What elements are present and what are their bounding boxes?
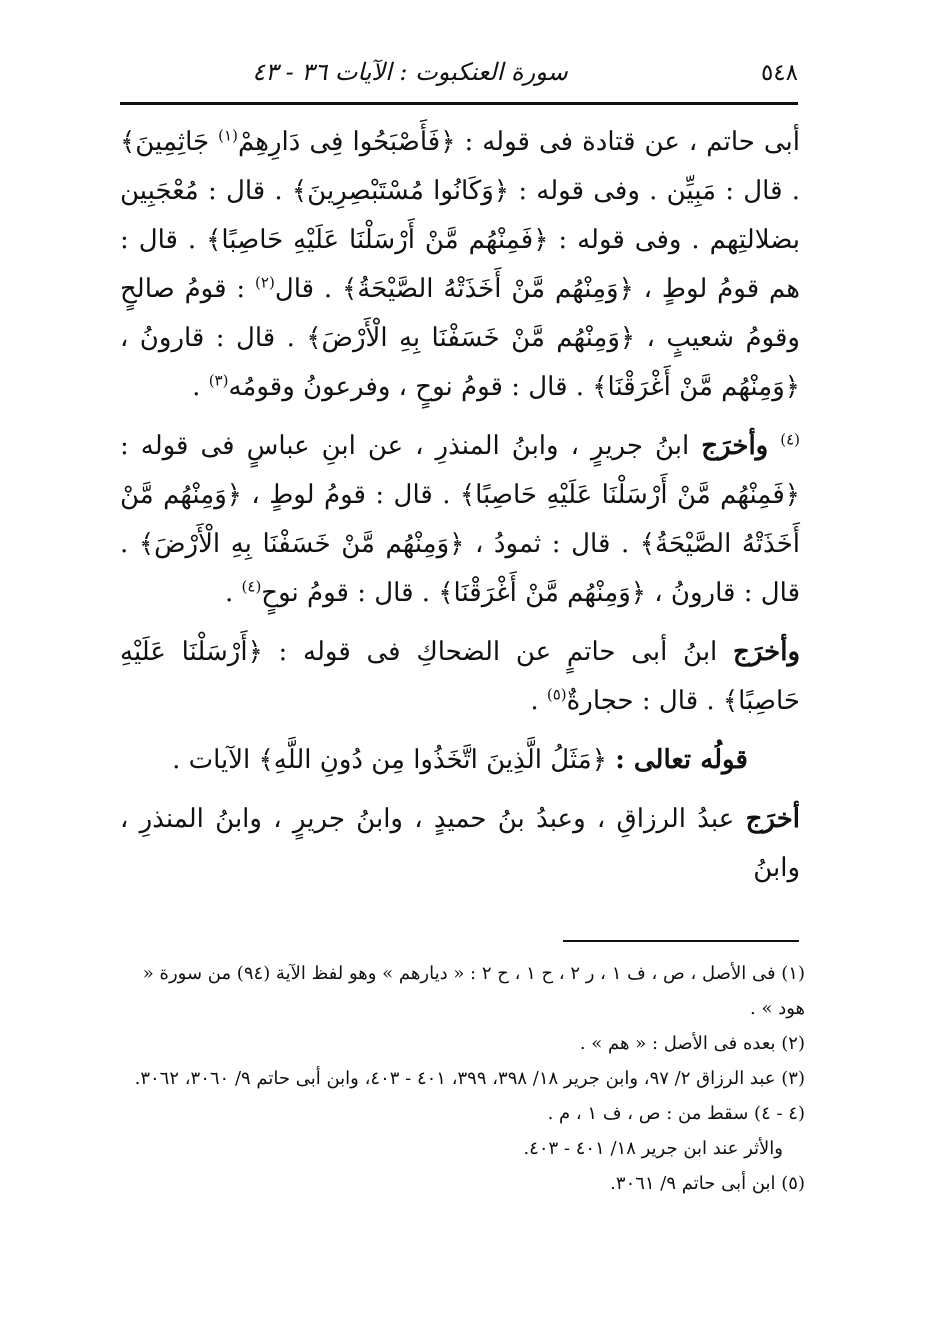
footnote-4: (٤ - ٤) سقط من : ص ، ف ١ ، م . bbox=[547, 1103, 805, 1124]
footnote-1: (١) فى الأصل ، ص ، ف ١ ، ر ٢ ، ح ١ ، ح ٢ : « ديارهم » وهو لفظ الآية (٩٤) من سورة « هود » . bbox=[142, 963, 805, 1019]
page-header bbox=[120, 52, 798, 98]
paragraph-qatada bbox=[120, 118, 800, 412]
paragraph-text: . bbox=[224, 578, 234, 608]
header-rule bbox=[120, 102, 798, 105]
paragraph-text: . bbox=[192, 372, 201, 402]
footnote-ref-2: (٢) bbox=[255, 273, 275, 292]
running-title: سورة العنكبوت : الآيات ٣٦ - ٤٣ bbox=[252, 58, 568, 86]
main-text bbox=[120, 118, 800, 893]
footnote-ref-4-start: (٤) bbox=[780, 430, 801, 449]
paragraph-dahhak bbox=[120, 628, 800, 726]
footnotes bbox=[115, 956, 805, 1201]
paragraph-lead-word: وأخرَج bbox=[733, 637, 801, 667]
paragraph-text: ابنُ جريرٍ ، وابنُ المنذرِ ، عن ابنِ عباسٍ فى قوله : ﴿فَمِنْهُم مَّنْ أَرْسَلْنَا عَلَيْهِ حَاصِبًا﴾ . قال : قومُ لوطٍ ، ﴿وَمِنْهُم مَّنْ أَخَذَتْهُ الصَّيْحَةُ﴾ . قال : ثمودُ ، ﴿وَمِنْهُم مَّنْ خَسَفْنَا بِهِ الْأَرْضَ﴾ . قال : قارونُ ، ﴿وَمِنْهُم مَّنْ أَغْرَقْنَا﴾ . قال : قومُ نوحٍ bbox=[120, 431, 800, 608]
verse-heading-lead: قولُه تعالى : bbox=[615, 745, 748, 775]
paragraph-text: . bbox=[530, 686, 539, 716]
footnote-ref-3: (٣) bbox=[208, 371, 229, 390]
verse-heading bbox=[120, 736, 800, 785]
paragraph-text: أبى حاتم ، عن قتادة فى قوله : ﴿فَأَصْبَحُوا فِى دَارِهِمْ bbox=[237, 127, 800, 157]
paragraph-lead-word: وأخرَج bbox=[701, 431, 769, 461]
footnote-rule bbox=[563, 940, 799, 942]
page-number: ٥٤٨ bbox=[760, 60, 798, 86]
verse-heading-text: ﴿مَثَلُ الَّذِينَ اتَّخَذُوا مِن دُونِ اللَّهِ﴾ الآيات . bbox=[172, 745, 607, 775]
footnote-4-continuation: والأثر عند ابن جرير ١٨/ ٤٠١ - ٤٠٣. bbox=[523, 1138, 783, 1159]
paragraph-lead-word: أخرَج bbox=[745, 804, 800, 834]
footnote-3: (٣) عبد الرزاق ٢/ ٩٧، وابن جرير ١٨/ ٣٩٨، ٣٩٩، ٤٠١ - ٤٠٣، وابن أبى حاتم ٩/ ٣٠٦٠، ٣٠٦٢. bbox=[134, 1068, 805, 1089]
footnote-2: (٢) بعده فى الأصل : « هم » . bbox=[579, 1033, 805, 1054]
paragraph-text: عبدُ الرزاقِ ، وعبدُ بنُ حميدٍ ، وابنُ جريرٍ ، وابنُ المنذرِ ، وابنُ bbox=[120, 804, 800, 883]
paragraph-text: جَاثِمِينَ﴾ . قال : مَبِيِّن . وفى قوله : ﴿وَكَانُوا مُسْتَبْصِرِينَ﴾ . قال : مُعْجَبِين بضلالتِهم . وفى قوله : ﴿فَمِنْهُم مَّنْ أَرْسَلْنَا عَلَيْهِ حَاصِبًا﴾ . قال : هم قومُ لوطٍ ، ﴿وَمِنْهُم مَّنْ أَخَذَتْهُ الصَّيْحَةُ﴾ . قال bbox=[120, 127, 801, 304]
paragraph-ibn-abbas bbox=[120, 422, 800, 618]
footnote-ref-5: (٥) bbox=[546, 685, 567, 704]
footnote-ref-4-end: (٤) bbox=[241, 577, 262, 596]
paragraph-text: ابنُ أبى حاتمٍ عن الضحاكِ فى قوله : ﴿أَرْسَلْنَا عَلَيْهِ حَاصِبًا﴾ . قال : حجارةٌ bbox=[120, 637, 800, 716]
paragraph-text: : قومُ صالحٍ وقومُ شعيبٍ ، ﴿وَمِنْهُم مَّنْ خَسَفْنَا بِهِ الْأَرْضَ﴾ . قال : قارونُ ، ﴿وَمِنْهُم مَّنْ أَغْرَقْنَا﴾ . قال : قومُ نوحٍ ، وفرعونُ وقومُه bbox=[120, 274, 800, 402]
footnote-5: (٥) ابن أبى حاتم ٩/ ٣٠٦١. bbox=[610, 1173, 805, 1194]
paragraph-abd-al-razzaq bbox=[120, 795, 800, 893]
footnote-ref-1: (١) bbox=[218, 126, 238, 145]
